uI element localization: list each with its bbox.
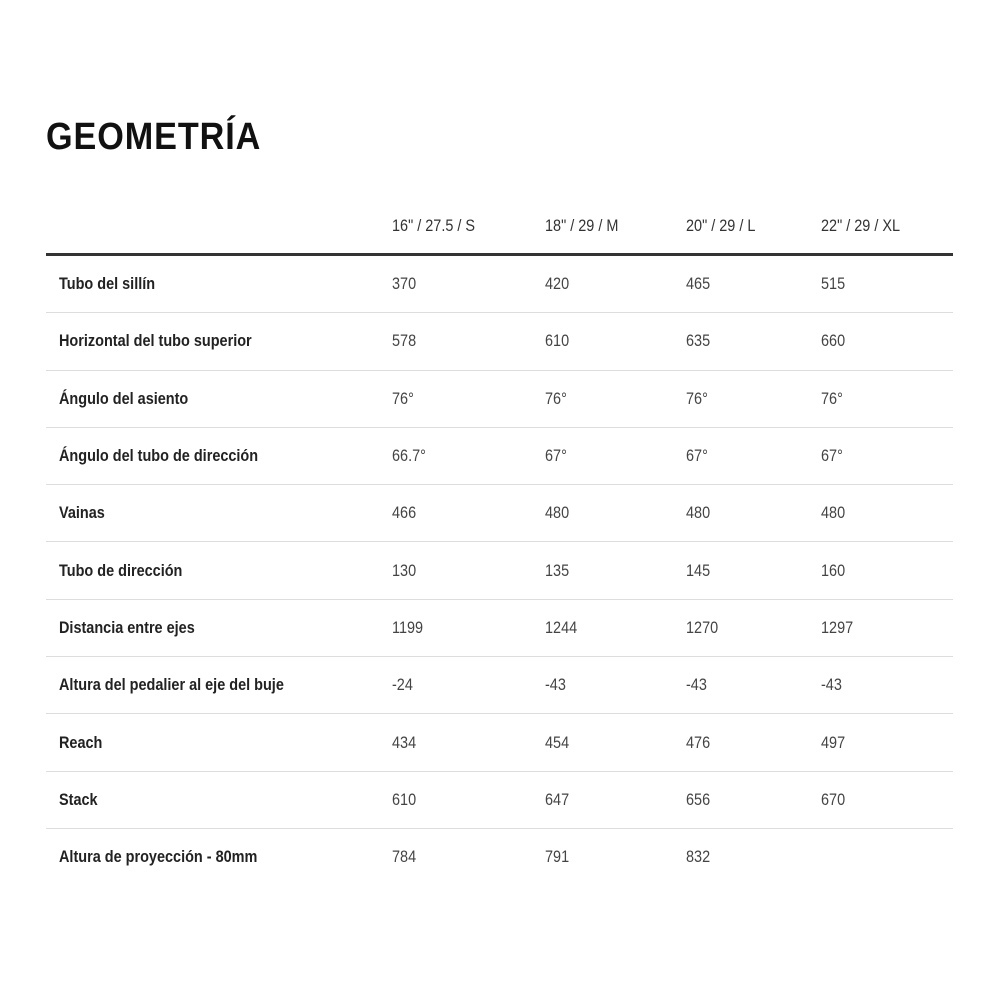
table-cell: -43 xyxy=(821,675,842,695)
table-cell: 434 xyxy=(392,732,417,752)
table-cell: 476 xyxy=(686,732,711,752)
row-label: Vainas xyxy=(59,503,105,523)
row-label: Tubo de dirección xyxy=(59,560,183,580)
table-cell: 480 xyxy=(545,503,570,523)
column-header: 18" / 29 / M xyxy=(545,216,619,235)
table-cell: 647 xyxy=(545,789,570,809)
table-body xyxy=(46,256,953,885)
table-row xyxy=(46,657,953,714)
table-cell: 670 xyxy=(821,789,846,809)
table-cell: -43 xyxy=(686,675,707,695)
table-row xyxy=(46,772,953,829)
row-label: Ángulo del asiento xyxy=(59,388,189,408)
table-cell: 76° xyxy=(686,388,708,408)
table-cell: 76° xyxy=(392,388,414,408)
table-cell: 67° xyxy=(545,446,567,466)
table-row xyxy=(46,542,953,599)
table-cell: 1297 xyxy=(821,617,854,637)
table-cell: 67° xyxy=(821,446,843,466)
table-cell: 791 xyxy=(545,847,570,867)
column-header: 16" / 27.5 / S xyxy=(392,216,476,235)
table-cell: 635 xyxy=(686,331,711,351)
table-row xyxy=(46,714,953,771)
table-cell: 784 xyxy=(392,847,417,867)
table-row xyxy=(46,428,953,485)
table-cell: 660 xyxy=(821,331,846,351)
column-header: 22" / 29 / XL xyxy=(821,216,901,235)
table-cell: 656 xyxy=(686,789,711,809)
table-cell: 130 xyxy=(392,560,417,580)
table-cell: 370 xyxy=(392,274,417,294)
table-cell: 76° xyxy=(821,388,843,408)
row-label: Stack xyxy=(59,789,98,809)
row-label: Altura del pedalier al eje del buje xyxy=(59,675,284,695)
table-row xyxy=(46,829,953,885)
table-cell: 145 xyxy=(686,560,711,580)
table-header xyxy=(46,200,953,256)
row-label: Ángulo del tubo de dirección xyxy=(59,446,259,466)
table-cell: 454 xyxy=(545,732,570,752)
table-cell: 515 xyxy=(821,274,846,294)
table-cell: 76° xyxy=(545,388,567,408)
row-label: Horizontal del tubo superior xyxy=(59,331,252,351)
row-label: Altura de proyección - 80mm xyxy=(59,847,258,867)
table-cell: 1199 xyxy=(392,617,424,637)
table-cell: 832 xyxy=(686,847,711,867)
table-row xyxy=(46,600,953,657)
table-cell: -43 xyxy=(545,675,566,695)
table-row xyxy=(46,371,953,428)
table-cell: -24 xyxy=(392,675,413,695)
column-header: 20" / 29 / L xyxy=(686,216,756,235)
table-cell: 1244 xyxy=(545,617,578,637)
row-label: Reach xyxy=(59,732,103,752)
geometry-table xyxy=(46,200,953,885)
table-row xyxy=(46,313,953,370)
table-row xyxy=(46,485,953,542)
table-cell: 497 xyxy=(821,732,846,752)
table-cell: 67° xyxy=(686,446,708,466)
table-cell: 465 xyxy=(686,274,711,294)
table-cell: 135 xyxy=(545,560,570,580)
table-row xyxy=(46,256,953,313)
row-label: Tubo del sillín xyxy=(59,274,156,294)
table-cell: 1270 xyxy=(686,617,719,637)
table-cell: 610 xyxy=(545,331,570,351)
table-cell: 610 xyxy=(392,789,417,809)
table-cell: 480 xyxy=(821,503,846,523)
table-cell: 480 xyxy=(686,503,711,523)
table-cell: 420 xyxy=(545,274,570,294)
table-cell: 578 xyxy=(392,331,417,351)
row-label: Distancia entre ejes xyxy=(59,617,195,637)
table-cell: 160 xyxy=(821,560,846,580)
page-title: GEOMETRÍA xyxy=(46,116,262,158)
table-cell: 466 xyxy=(392,503,417,523)
table-cell: 66.7° xyxy=(392,446,426,466)
